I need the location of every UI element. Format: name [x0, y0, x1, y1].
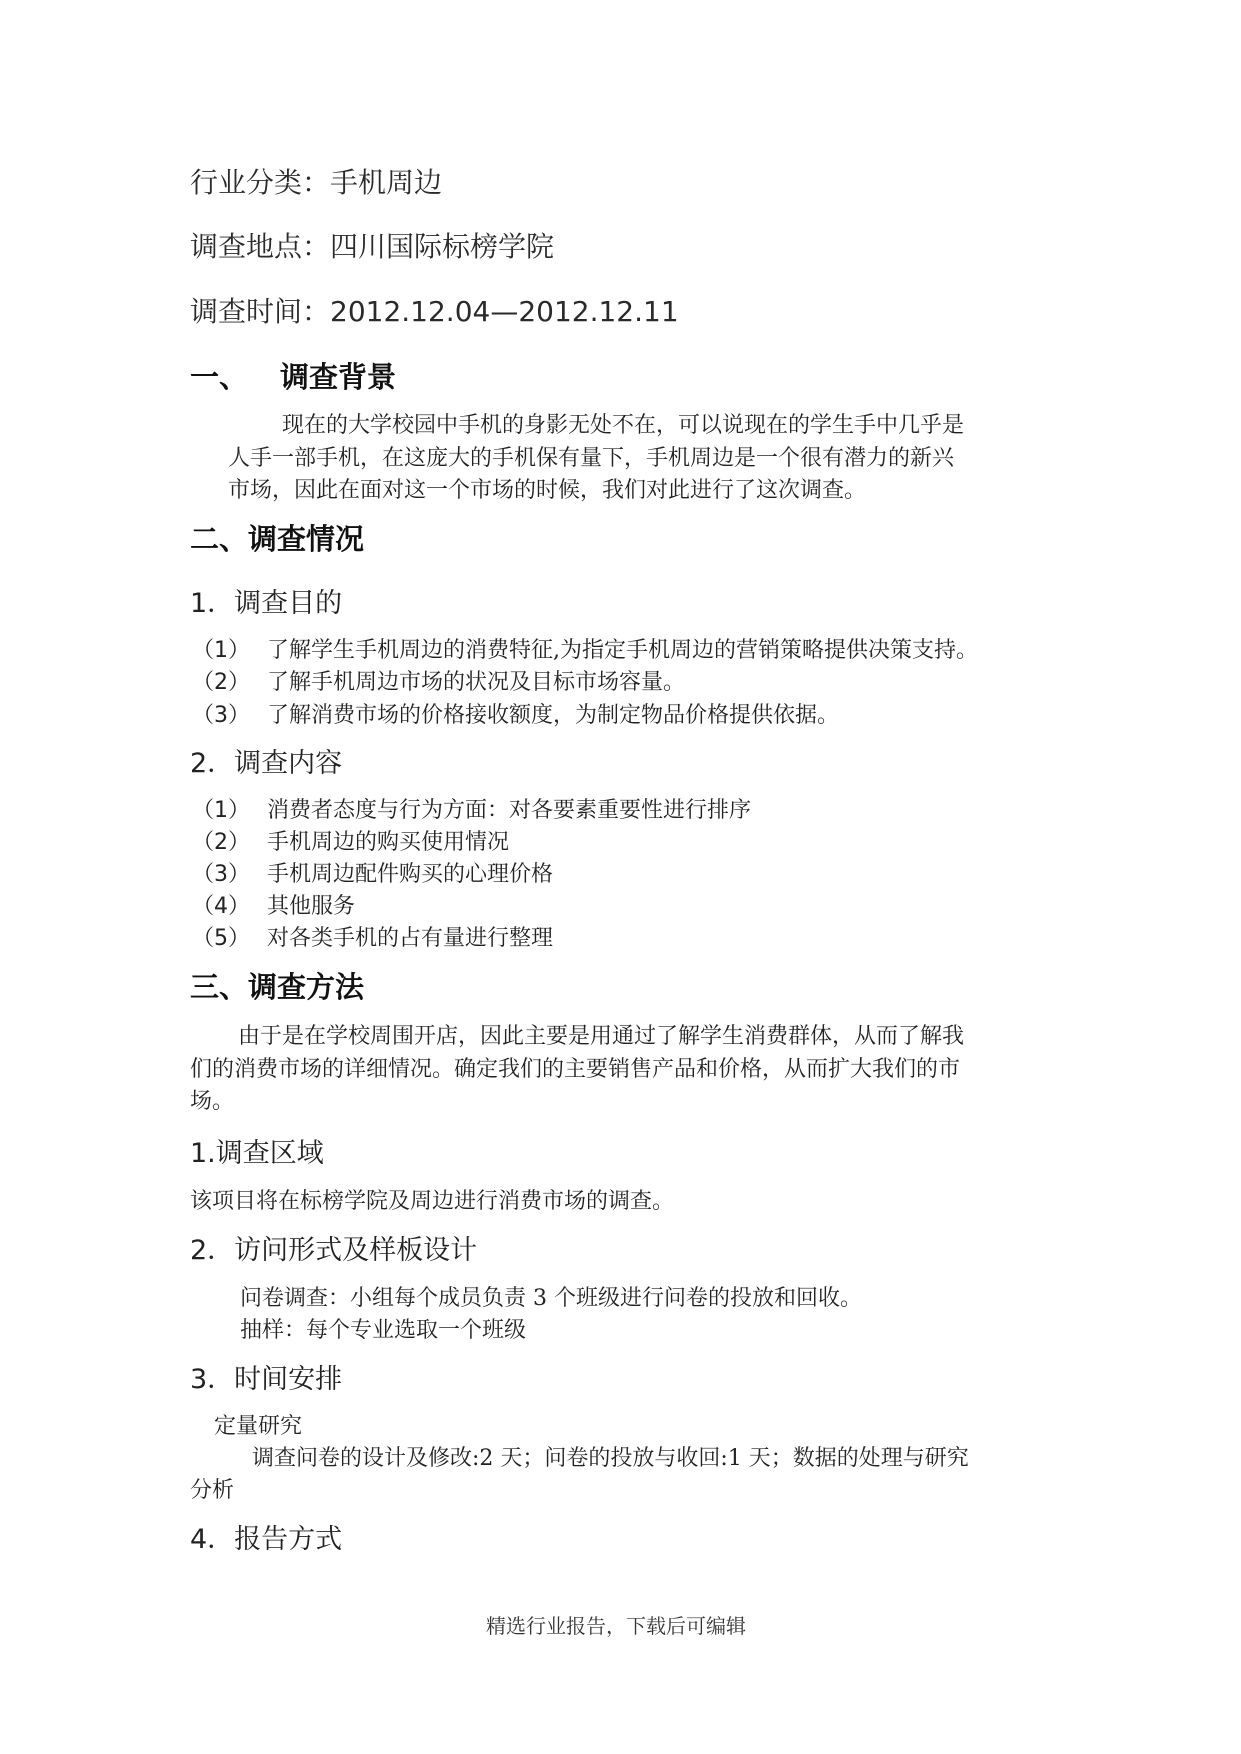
survey-time-label: 调查时间： — [190, 295, 331, 328]
form-line: 问卷调查：小组每个成员负责 3 个班级进行问卷的投放和回收。 — [240, 1286, 862, 1311]
list-number: （3） — [192, 703, 250, 728]
list-number: （1） — [192, 638, 250, 663]
purpose-list-item — [192, 638, 978, 664]
list-number: （3） — [192, 862, 250, 887]
survey-location: 调查地点：四川国际标榜学院 — [190, 230, 555, 263]
section1-paragraph-line: 现在的大学校园中手机的身影无处不在，可以说现在的学生手中几乎是 — [282, 413, 965, 438]
purpose-list-item — [192, 670, 685, 696]
list-text: 对各类手机的占有量进行整理 — [267, 926, 554, 951]
list-text: 手机周边的购买使用情况 — [267, 830, 510, 855]
schedule-label: 定量研究 — [214, 1414, 303, 1439]
list-text: 了解消费市场的价格接收额度，为制定物品价格提供依据。 — [267, 703, 840, 728]
section1-paragraph-line: 人手一部手机，在这庞大的手机保有量下，手机周边是一个很有潜力的新兴 — [228, 446, 955, 471]
schedule-line: 分析 — [190, 1478, 235, 1503]
form-line: 抽样：每个专业选取一个班级 — [240, 1318, 527, 1343]
list-number: （2） — [192, 830, 250, 855]
content-list-item — [192, 926, 553, 952]
page-footer: 精选行业报告，下载后可编辑 — [486, 1614, 746, 1638]
list-number: （2） — [192, 670, 250, 695]
form-heading: 2．访问形式及样板设计 — [190, 1235, 478, 1266]
section1-title: 调查背景 — [280, 360, 397, 394]
list-text: 了解手机周边市场的状况及目标市场容量。 — [267, 670, 686, 695]
list-text: 了解学生手机周边的消费特征,为指定手机周边的营销策略提供决策支持。 — [267, 638, 978, 663]
area-heading: 1.调查区域 — [190, 1138, 324, 1169]
section3-paragraph-line: 们的消费市场的详细情况。确定我们的主要销售产品和价格，从而扩大我们的市 — [190, 1057, 961, 1082]
content-list-item — [192, 830, 509, 856]
list-number: （5） — [192, 926, 250, 951]
section1-heading — [190, 360, 396, 395]
report-heading: 4．报告方式 — [190, 1524, 343, 1555]
schedule-heading: 3．时间安排 — [190, 1364, 343, 1395]
survey-time-value: 2012.12.04—2012.12.11 — [330, 295, 679, 328]
industry-category: 行业分类：手机周边 — [190, 166, 443, 199]
purpose-heading: 1．调查目的 — [190, 588, 343, 619]
content-list-item — [192, 894, 355, 920]
area-text: 该项目将在标榜学院及周边进行消费市场的调查。 — [190, 1189, 675, 1214]
list-text: 手机周边配件购买的心理价格 — [267, 862, 554, 887]
content-heading: 2．调查内容 — [190, 748, 343, 779]
schedule-line: 调查问卷的设计及修改:2 天；问卷的投放与收回:1 天；数据的处理与研究 — [252, 1446, 969, 1471]
purpose-list-item — [192, 703, 839, 729]
section3-heading: 三、调查方法 — [190, 970, 365, 1004]
section1-number: 一、 — [190, 360, 249, 394]
list-text: 消费者态度与行为方面：对各要素重要性进行排序 — [267, 798, 752, 823]
content-list-item — [192, 798, 751, 824]
list-text: 其他服务 — [267, 894, 356, 919]
content-list-item — [192, 862, 553, 888]
survey-time — [190, 295, 679, 329]
section3-paragraph-line: 场。 — [190, 1089, 235, 1114]
list-number: （1） — [192, 798, 250, 823]
list-number: （4） — [192, 894, 250, 919]
section1-paragraph-line: 市场，因此在面对这一个市场的时候，我们对此进行了这次调查。 — [228, 478, 867, 503]
section2-heading: 二、调查情况 — [190, 522, 365, 556]
section3-paragraph-line: 由于是在学校周围开店，因此主要是用通过了解学生消费群体，从而了解我 — [238, 1024, 965, 1049]
